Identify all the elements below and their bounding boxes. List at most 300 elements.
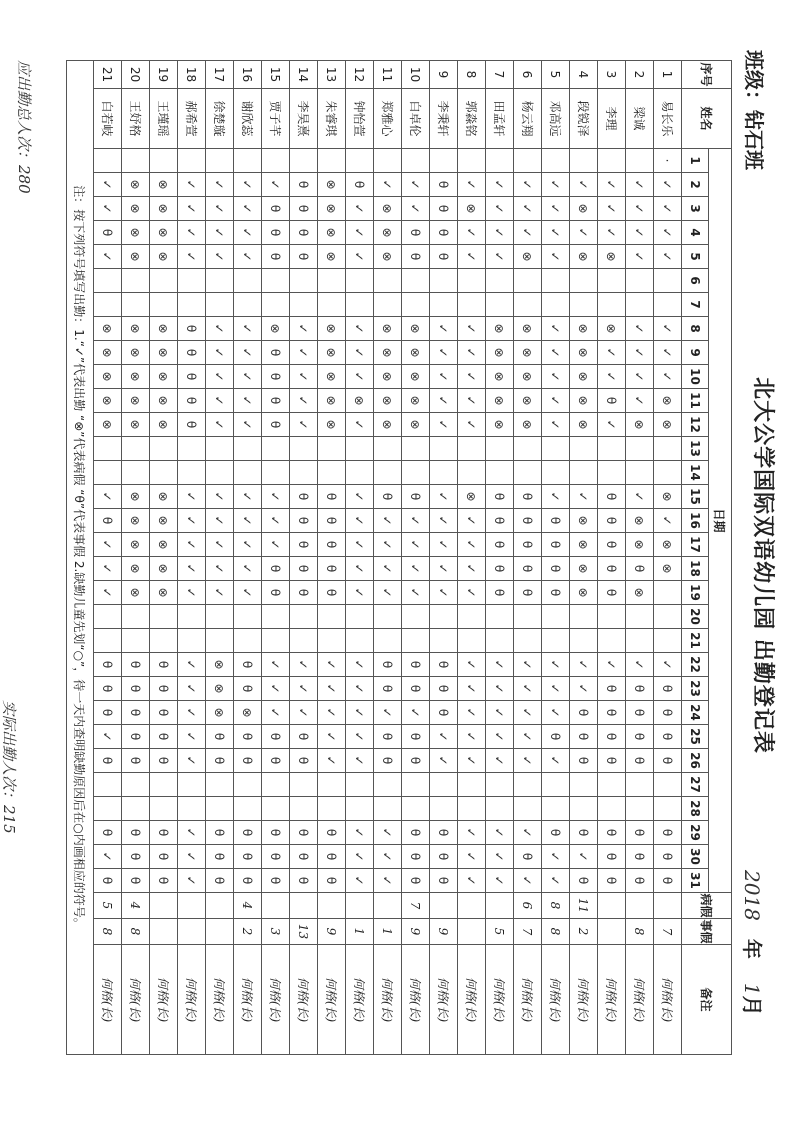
attendance-mark (458, 437, 486, 461)
attendance-mark (150, 605, 178, 629)
attendance-mark: ✓ (234, 413, 262, 437)
attendance-mark: ✓ (178, 245, 206, 269)
attendance-mark: ✓ (626, 341, 654, 365)
table-row (486, 61, 514, 1055)
attendance-mark (626, 293, 654, 317)
attendance-mark: θ (234, 677, 262, 701)
row-seq: 13 (318, 61, 346, 89)
footer-note-2: 实际出勤人次：215 (0, 700, 18, 834)
row-seq: 10 (402, 61, 430, 89)
attendance-mark: θ (514, 557, 542, 581)
row-remark: 何格(长) (206, 945, 234, 1055)
attendance-mark (94, 629, 122, 653)
attendance-mark (234, 437, 262, 461)
attendance-mark: θ (122, 869, 150, 893)
row-remark: 何格(长) (262, 945, 290, 1055)
attendance-mark: θ (598, 725, 626, 749)
attendance-mark: ✓ (542, 485, 570, 509)
attendance-mark (402, 797, 430, 821)
row-remark: 何格(长) (486, 945, 514, 1055)
attendance-mark (430, 461, 458, 485)
table-row (206, 61, 234, 1055)
attendance-mark (318, 461, 346, 485)
day-header-30: 30 (682, 845, 709, 869)
student-name: 徐楚璇 (206, 89, 234, 149)
attendance-mark (94, 269, 122, 293)
attendance-mark (570, 269, 598, 293)
attendance-mark: θ (262, 581, 290, 605)
personal-leave-count: 8 (94, 919, 122, 945)
attendance-mark (122, 797, 150, 821)
attendance-mark (654, 605, 682, 629)
day-header-29: 29 (682, 821, 709, 845)
attendance-mark (94, 437, 122, 461)
row-seq: 14 (290, 61, 318, 89)
day-header-25: 25 (682, 725, 709, 749)
attendance-mark: θ (234, 725, 262, 749)
attendance-mark: θ (290, 485, 318, 509)
attendance-mark: ⊗ (206, 701, 234, 725)
sick-leave-count (178, 893, 206, 919)
attendance-mark (150, 797, 178, 821)
attendance-mark: θ (262, 389, 290, 413)
personal-leave-count: 9 (318, 919, 346, 945)
attendance-mark: θ (402, 221, 430, 245)
attendance-mark: ✓ (626, 317, 654, 341)
attendance-mark: θ (318, 869, 346, 893)
attendance-mark (430, 293, 458, 317)
attendance-mark: ✓ (290, 341, 318, 365)
attendance-mark: ✓ (430, 317, 458, 341)
attendance-mark: ⊗ (150, 317, 178, 341)
attendance-mark: ✓ (234, 509, 262, 533)
attendance-mark: ⊗ (94, 341, 122, 365)
attendance-mark: ⊗ (570, 197, 598, 221)
day-header-15: 15 (682, 485, 709, 509)
attendance-mark: ✓ (458, 173, 486, 197)
attendance-mark: ✓ (262, 173, 290, 197)
attendance-mark: ⊗ (122, 317, 150, 341)
attendance-mark: ✓ (346, 509, 374, 533)
attendance-mark: θ (318, 533, 346, 557)
attendance-mark: θ (234, 653, 262, 677)
attendance-mark: ⊗ (514, 389, 542, 413)
attendance-mark: ⊗ (150, 365, 178, 389)
row-remark: 何格(长) (290, 945, 318, 1055)
sick-leave-count (346, 893, 374, 919)
attendance-mark: ⊗ (122, 509, 150, 533)
student-name: 王妤格 (122, 89, 150, 149)
row-seq: 11 (374, 61, 402, 89)
attendance-mark (290, 149, 318, 173)
attendance-mark (654, 461, 682, 485)
attendance-mark: ✓ (542, 365, 570, 389)
attendance-mark (94, 605, 122, 629)
attendance-mark: ✓ (402, 509, 430, 533)
attendance-mark: ✓ (178, 821, 206, 845)
attendance-mark (542, 437, 570, 461)
attendance-mark: ⊗ (318, 365, 346, 389)
attendance-mark: θ (402, 245, 430, 269)
sick-leave-count (206, 893, 234, 919)
attendance-mark (598, 605, 626, 629)
attendance-mark: ⊗ (150, 341, 178, 365)
attendance-mark: ✓ (458, 245, 486, 269)
personal-leave-count: 5 (486, 919, 514, 945)
student-name: 邓高远 (542, 89, 570, 149)
attendance-mark (626, 269, 654, 293)
attendance-mark (402, 437, 430, 461)
attendance-mark: · (654, 149, 682, 173)
attendance-mark: ⊗ (150, 509, 178, 533)
attendance-mark: ⊗ (374, 221, 402, 245)
attendance-mark: ✓ (458, 725, 486, 749)
attendance-mark: ✓ (458, 845, 486, 869)
attendance-mark: ✓ (178, 485, 206, 509)
attendance-mark (178, 149, 206, 173)
attendance-mark: ✓ (318, 749, 346, 773)
attendance-mark: ⊗ (514, 317, 542, 341)
attendance-mark: ⊗ (318, 317, 346, 341)
attendance-mark: ✓ (346, 365, 374, 389)
attendance-mark (542, 149, 570, 173)
attendance-mark: ⊗ (150, 197, 178, 221)
attendance-mark: θ (626, 677, 654, 701)
attendance-mark (206, 461, 234, 485)
attendance-mark (206, 773, 234, 797)
attendance-mark: θ (402, 845, 430, 869)
attendance-mark (570, 293, 598, 317)
attendance-mark: θ (94, 653, 122, 677)
table-row (150, 61, 178, 1055)
attendance-mark: θ (402, 677, 430, 701)
attendance-mark (122, 629, 150, 653)
attendance-mark: ✓ (458, 701, 486, 725)
row-remark: 何格(长) (178, 945, 206, 1055)
attendance-mark (290, 461, 318, 485)
row-remark: 何格(长) (654, 945, 682, 1055)
attendance-mark (178, 797, 206, 821)
attendance-mark (570, 605, 598, 629)
attendance-mark: ⊗ (122, 389, 150, 413)
attendance-mark: ✓ (318, 725, 346, 749)
attendance-mark: ⊗ (626, 581, 654, 605)
attendance-mark (654, 269, 682, 293)
attendance-mark: θ (598, 581, 626, 605)
table-row (290, 61, 318, 1055)
attendance-mark: ✓ (430, 485, 458, 509)
attendance-mark (654, 773, 682, 797)
remark-header: 备注 (682, 945, 732, 1055)
attendance-mark: ✓ (346, 485, 374, 509)
attendance-mark (122, 293, 150, 317)
attendance-mark: ⊗ (570, 413, 598, 437)
attendance-mark: ✓ (542, 341, 570, 365)
attendance-mark: ✓ (458, 677, 486, 701)
day-header-22: 22 (682, 653, 709, 677)
attendance-mark: ✓ (374, 581, 402, 605)
attendance-mark: θ (542, 533, 570, 557)
attendance-mark: ⊗ (374, 197, 402, 221)
attendance-mark: ✓ (458, 221, 486, 245)
attendance-mark: ⊗ (318, 413, 346, 437)
personal-leave-count: 8 (626, 919, 654, 945)
attendance-mark: ⊗ (150, 245, 178, 269)
attendance-mark: ✓ (178, 869, 206, 893)
attendance-mark (206, 629, 234, 653)
attendance-mark: θ (290, 557, 318, 581)
sick-leave-count: 8 (542, 893, 570, 919)
sick-leave-count (654, 893, 682, 919)
attendance-mark: ⊗ (514, 365, 542, 389)
row-remark: 何格(长) (122, 945, 150, 1055)
attendance-mark: ⊗ (626, 533, 654, 557)
seq-header: 序号 (682, 61, 732, 89)
day-header-6: 6 (682, 269, 709, 293)
attendance-mark: θ (122, 821, 150, 845)
attendance-mark (374, 605, 402, 629)
attendance-mark: θ (430, 869, 458, 893)
day-header-14: 14 (682, 461, 709, 485)
attendance-mark: ✓ (542, 221, 570, 245)
attendance-mark (402, 461, 430, 485)
day-header-16: 16 (682, 509, 709, 533)
attendance-mark (374, 293, 402, 317)
attendance-mark (290, 269, 318, 293)
attendance-mark: θ (598, 845, 626, 869)
attendance-mark: ✓ (458, 821, 486, 845)
attendance-mark: ✓ (654, 245, 682, 269)
personal-leave-count (206, 919, 234, 945)
attendance-mark: ✓ (178, 845, 206, 869)
attendance-mark: ✓ (486, 653, 514, 677)
attendance-mark: ✓ (290, 317, 318, 341)
attendance-mark: ✓ (178, 725, 206, 749)
attendance-mark (262, 149, 290, 173)
attendance-mark: θ (150, 869, 178, 893)
row-seq: 3 (598, 61, 626, 89)
attendance-mark: ✓ (514, 173, 542, 197)
attendance-mark: ⊗ (570, 245, 598, 269)
attendance-mark: ✓ (430, 581, 458, 605)
attendance-mark: ✓ (430, 533, 458, 557)
attendance-mark: ⊗ (654, 533, 682, 557)
attendance-mark: θ (262, 341, 290, 365)
attendance-mark: ✓ (234, 197, 262, 221)
day-header-4: 4 (682, 221, 709, 245)
attendance-mark: ✓ (486, 677, 514, 701)
attendance-mark: ✓ (346, 821, 374, 845)
personal-leave-count: 8 (542, 919, 570, 945)
attendance-mark: ✓ (514, 869, 542, 893)
attendance-mark (178, 293, 206, 317)
attendance-mark: θ (430, 701, 458, 725)
attendance-mark: ✓ (206, 413, 234, 437)
attendance-mark: ✓ (542, 245, 570, 269)
attendance-mark (430, 797, 458, 821)
attendance-mark: ✓ (178, 701, 206, 725)
attendance-mark: ✓ (626, 173, 654, 197)
attendance-mark (570, 773, 598, 797)
attendance-mark: θ (542, 821, 570, 845)
attendance-mark: ✓ (402, 581, 430, 605)
attendance-mark: ✓ (234, 581, 262, 605)
attendance-mark: θ (374, 653, 402, 677)
attendance-mark (514, 461, 542, 485)
personal-leave-count: 1 (374, 919, 402, 945)
attendance-mark: ✓ (262, 509, 290, 533)
student-name: 李理 (598, 89, 626, 149)
attendance-mark: ✓ (486, 725, 514, 749)
attendance-mark: θ (178, 389, 206, 413)
attendance-mark: θ (402, 725, 430, 749)
attendance-mark: θ (514, 581, 542, 605)
attendance-mark (486, 629, 514, 653)
attendance-mark (346, 773, 374, 797)
attendance-mark: ✓ (514, 653, 542, 677)
student-name: 贾子芊 (262, 89, 290, 149)
table-row (654, 61, 682, 1055)
sick-leave-count (458, 893, 486, 919)
attendance-mark: ✓ (570, 677, 598, 701)
attendance-mark (626, 797, 654, 821)
attendance-mark: ✓ (374, 533, 402, 557)
attendance-mark: ✓ (178, 173, 206, 197)
attendance-mark (626, 773, 654, 797)
attendance-mark: θ (598, 677, 626, 701)
sick-leave-count: 5 (94, 893, 122, 919)
attendance-mark: ✓ (542, 749, 570, 773)
attendance-mark: ✓ (598, 365, 626, 389)
attendance-mark (374, 437, 402, 461)
attendance-mark: θ (262, 725, 290, 749)
attendance-mark: θ (570, 725, 598, 749)
attendance-mark: ✓ (206, 317, 234, 341)
row-remark: 何格(长) (570, 945, 598, 1055)
attendance-mark: ✓ (458, 581, 486, 605)
attendance-mark: ✓ (290, 677, 318, 701)
attendance-mark: ✓ (486, 173, 514, 197)
attendance-mark (626, 461, 654, 485)
attendance-mark: θ (430, 677, 458, 701)
attendance-mark: ✓ (430, 413, 458, 437)
attendance-mark (94, 461, 122, 485)
attendance-mark: ✓ (234, 533, 262, 557)
attendance-mark (570, 629, 598, 653)
attendance-mark: ✓ (374, 509, 402, 533)
student-name: 白卓伦 (402, 89, 430, 149)
attendance-mark (122, 605, 150, 629)
attendance-mark: ✓ (234, 221, 262, 245)
attendance-mark: ✓ (94, 173, 122, 197)
attendance-mark (290, 773, 318, 797)
attendance-mark: θ (626, 821, 654, 845)
attendance-mark: θ (402, 653, 430, 677)
attendance-mark: θ (122, 725, 150, 749)
attendance-mark (486, 437, 514, 461)
attendance-mark: θ (514, 485, 542, 509)
sick-leave-count: 7 (402, 893, 430, 919)
attendance-mark: θ (122, 845, 150, 869)
attendance-mark: ⊗ (318, 221, 346, 245)
attendance-mark (458, 629, 486, 653)
row-remark: 何格(长) (542, 945, 570, 1055)
attendance-mark: ✓ (542, 413, 570, 437)
attendance-mark: ✓ (570, 221, 598, 245)
attendance-mark: ✓ (318, 653, 346, 677)
attendance-mark: ✓ (486, 245, 514, 269)
attendance-mark: θ (542, 725, 570, 749)
student-name: 谢欣蕊 (234, 89, 262, 149)
attendance-mark (262, 269, 290, 293)
attendance-mark: ✓ (514, 749, 542, 773)
attendance-mark: ✓ (402, 197, 430, 221)
attendance-mark: θ (234, 821, 262, 845)
class-name: 钻石班 (742, 110, 766, 170)
attendance-mark: ✓ (486, 821, 514, 845)
attendance-mark (290, 605, 318, 629)
personal-leave-count: 9 (402, 919, 430, 945)
attendance-mark: ✓ (206, 245, 234, 269)
attendance-mark: ✓ (178, 653, 206, 677)
table-row (598, 61, 626, 1055)
personal-leave-count (150, 919, 178, 945)
attendance-mark (514, 773, 542, 797)
attendance-mark: θ (626, 845, 654, 869)
attendance-mark: ✓ (542, 317, 570, 341)
attendance-mark (234, 293, 262, 317)
attendance-mark: ⊗ (94, 389, 122, 413)
attendance-mark: ✓ (598, 413, 626, 437)
attendance-mark (486, 149, 514, 173)
attendance-mark (318, 629, 346, 653)
attendance-mark: ⊗ (94, 413, 122, 437)
attendance-mark: ⊗ (122, 197, 150, 221)
attendance-mark (402, 269, 430, 293)
attendance-mark: θ (598, 485, 626, 509)
attendance-mark: ⊗ (122, 557, 150, 581)
attendance-mark: θ (374, 749, 402, 773)
attendance-mark (430, 605, 458, 629)
attendance-mark: ⊗ (654, 485, 682, 509)
attendance-mark (346, 629, 374, 653)
attendance-mark (318, 269, 346, 293)
table-row (346, 61, 374, 1055)
attendance-mark: ⊗ (458, 197, 486, 221)
attendance-mark: ✓ (654, 317, 682, 341)
attendance-mark: θ (206, 869, 234, 893)
attendance-mark (94, 773, 122, 797)
attendance-mark: ⊗ (570, 341, 598, 365)
attendance-mark: ✓ (626, 245, 654, 269)
attendance-mark: θ (514, 845, 542, 869)
attendance-mark: θ (94, 677, 122, 701)
attendance-mark: ✓ (346, 341, 374, 365)
attendance-mark: ✓ (458, 869, 486, 893)
attendance-mark: ⊗ (346, 389, 374, 413)
attendance-mark (458, 773, 486, 797)
attendance-mark: ⊗ (94, 365, 122, 389)
attendance-mark: ⊗ (94, 317, 122, 341)
attendance-mark (178, 773, 206, 797)
attendance-mark: ✓ (346, 557, 374, 581)
attendance-mark (598, 797, 626, 821)
attendance-mark: θ (290, 197, 318, 221)
attendance-mark: ✓ (234, 245, 262, 269)
attendance-mark (598, 437, 626, 461)
attendance-mark: ⊗ (262, 317, 290, 341)
attendance-mark (626, 149, 654, 173)
